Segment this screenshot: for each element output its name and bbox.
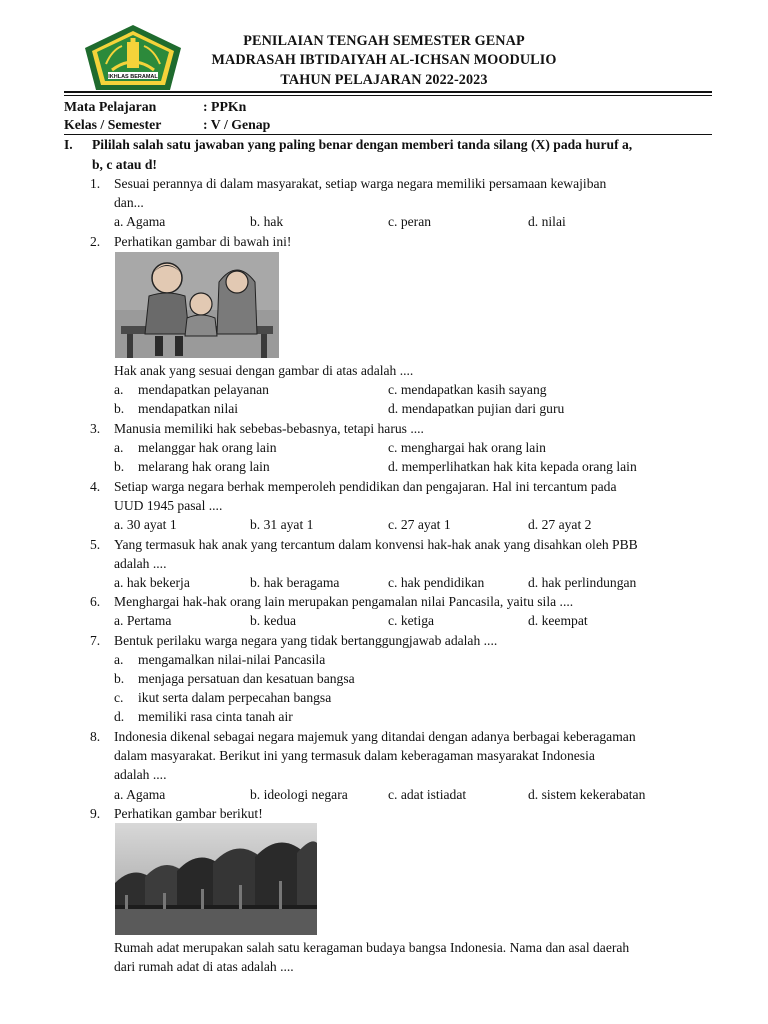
question-prompt: dari rumah adat di atas adalah ....	[114, 959, 294, 974]
question-text: Setiap warga negara berhak memperoleh pendidikan dan pengajaran. Hal ini tercantum pada	[114, 479, 617, 494]
option-d[interactable]: d. mendapatkan pujian dari guru	[388, 401, 565, 416]
option-a[interactable]: a. Agama	[114, 787, 166, 802]
document-header	[0, 0, 768, 96]
question-text: dalam masyarakat. Berikut ini yang termasuk dalam keberagaman masyarakat Indonesia	[114, 748, 595, 763]
instruction-line-2: b, c atau d!	[92, 157, 157, 172]
option-c[interactable]: c. ketiga	[388, 613, 435, 628]
subject-label: Mata Pelajaran	[64, 99, 157, 114]
option-a[interactable]: mendapatkan pelayanan	[138, 382, 269, 397]
option-b[interactable]: menjaga persatuan dan kesatuan bangsa	[138, 671, 355, 686]
question-number: 7.	[90, 633, 101, 648]
logo-caption: IKHLAS BERAMAL	[108, 74, 158, 80]
option-d[interactable]: d. 27 ayat 2	[528, 517, 592, 532]
option-a-letter[interactable]: a.	[114, 440, 124, 455]
option-d[interactable]: d. keempat	[528, 613, 588, 628]
question-text: UUD 1945 pasal ....	[114, 498, 223, 513]
question-text: Perhatikan gambar berikut!	[114, 806, 263, 821]
option-b-letter[interactable]: b.	[114, 671, 125, 686]
question-text: Indonesia dikenal sebagai negara majemuk yang ditandai dengan adanya berbagai keberagaman	[114, 729, 636, 744]
question-text: adalah ....	[114, 767, 167, 782]
option-c[interactable]: c. hak pendidikan	[388, 575, 485, 590]
question-number: 9.	[90, 806, 101, 821]
question-number: 4.	[90, 479, 101, 494]
option-a[interactable]: a. hak bekerja	[114, 575, 190, 590]
question-prompt: Rumah adat merupakan salah satu keragaman budaya bangsa Indonesia. Nama dan asal daerah	[114, 940, 630, 955]
option-b-letter[interactable]: b.	[114, 459, 125, 474]
subject-value: : PPKn	[203, 99, 247, 114]
option-d[interactable]: memiliki rasa cinta tanah air	[138, 709, 293, 724]
question-number: 1.	[90, 176, 101, 191]
option-d-letter[interactable]: d.	[114, 709, 125, 724]
option-d[interactable]: d. sistem kekerabatan	[528, 787, 646, 802]
traditional-house-photo	[115, 823, 317, 935]
option-b[interactable]: b. 31 ayat 1	[250, 517, 314, 532]
instruction-line-1: Pililah salah satu jawaban yang paling benar dengan memberi tanda silang (X) pada huruf a,	[92, 137, 633, 152]
option-a[interactable]: a. 30 ayat 1	[114, 517, 177, 532]
option-c[interactable]: c. menghargai hak orang lain	[388, 440, 546, 455]
option-b-letter[interactable]: b.	[114, 401, 125, 416]
question-text: Menghargai hak-hak orang lain merupakan pengamalan nilai Pancasila, yaitu sila ....	[114, 594, 574, 609]
question-number: 5.	[90, 537, 101, 552]
question-number: 6.	[90, 594, 101, 609]
option-b[interactable]: b. hak beragama	[250, 575, 340, 590]
option-b[interactable]: melarang hak orang lain	[138, 459, 270, 474]
class-label: Kelas / Semester	[64, 117, 162, 132]
question-text: Manusia memiliki hak sebebas-bebasnya, tetapi harus ....	[114, 421, 424, 436]
question-prompt: Hak anak yang sesuai dengan gambar di atas adalah ....	[114, 363, 414, 378]
question-text: Yang termasuk hak anak yang tercantum dalam konvensi hak-hak anak yang disahkan oleh PBB	[114, 537, 638, 552]
option-d[interactable]: d. memperlihatkan hak kita kepada orang lain	[388, 459, 637, 474]
question-number: 3.	[90, 421, 101, 436]
header-year: TAHUN PELAJARAN 2022-2023	[280, 72, 488, 88]
question-text: Perhatikan gambar di bawah ini!	[114, 234, 292, 249]
option-a[interactable]: a. Agama	[114, 214, 166, 229]
option-b[interactable]: b. kedua	[250, 613, 297, 628]
option-c[interactable]: c. adat istiadat	[388, 787, 467, 802]
question-text: Bentuk perilaku warga negara yang tidak bertanggungjawab adalah ....	[114, 633, 498, 648]
question-number: 8.	[90, 729, 101, 744]
option-a[interactable]: melanggar hak orang lain	[138, 440, 277, 455]
option-a[interactable]: mengamalkan nilai-nilai Pancasila	[138, 652, 326, 667]
question-number: 2.	[90, 234, 101, 249]
option-c[interactable]: c. 27 ayat 1	[388, 517, 451, 532]
section-number: I.	[64, 137, 73, 152]
header-title: PENILAIAN TENGAH SEMESTER GENAP	[243, 33, 525, 49]
option-b[interactable]: mendapatkan nilai	[138, 401, 239, 416]
option-c[interactable]: ikut serta dalam perpecahan bangsa	[138, 690, 332, 705]
option-d[interactable]: d. hak perlindungan	[528, 575, 637, 590]
header-school: MADRASAH IBTIDAIYAH AL-ICHSAN MOODULIO	[211, 52, 557, 68]
header-rule-thin	[64, 95, 712, 96]
option-b[interactable]: b. hak	[250, 214, 284, 229]
option-b[interactable]: b. ideologi negara	[250, 787, 348, 802]
option-a-letter[interactable]: a.	[114, 652, 124, 667]
question-text: Sesuai perannya di dalam masyarakat, setiap warga negara memiliki persamaan kewajiban	[114, 176, 607, 191]
option-a-letter[interactable]: a.	[114, 382, 124, 397]
option-c[interactable]: c. peran	[388, 214, 432, 229]
family-illustration	[115, 252, 279, 358]
question-text: dan...	[114, 195, 144, 210]
meta-rule	[64, 134, 712, 135]
question-text: adalah ....	[114, 556, 167, 571]
option-c[interactable]: c. mendapatkan kasih sayang	[388, 382, 547, 397]
class-value: : V / Genap	[203, 117, 271, 132]
header-rule	[64, 91, 712, 93]
option-c-letter[interactable]: c.	[114, 690, 124, 705]
option-d[interactable]: d. nilai	[528, 214, 566, 229]
option-a[interactable]: a. Pertama	[114, 613, 172, 628]
